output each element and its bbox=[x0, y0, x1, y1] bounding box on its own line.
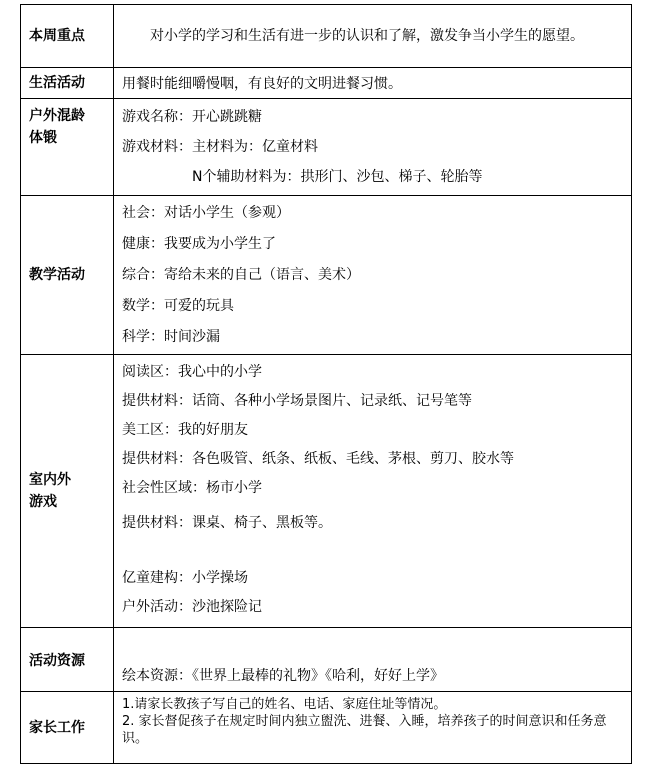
label-outdoor-exercise bbox=[21, 99, 114, 196]
content-teaching bbox=[114, 196, 632, 355]
art-materials: 提供材料：各色吸管、纸条、纸板、毛线、茅根、剪刀、胶水等 bbox=[122, 451, 514, 467]
row-indoor-outdoor-games bbox=[21, 355, 632, 628]
social-area: 社会性区域：杨市小学 bbox=[122, 480, 262, 496]
label-weekly-focus: 本周重点 bbox=[21, 5, 114, 68]
games-label-line1: 室内外 bbox=[29, 472, 71, 488]
teaching-item: 社会：对话小学生（参观） bbox=[122, 204, 290, 221]
content-life-activity bbox=[114, 68, 632, 99]
building-area: 亿童建构：小学操场 bbox=[122, 570, 248, 586]
parents-item-1: 1.请家长教孩子写自己的姓名、电话、家庭住址等情况。 bbox=[122, 697, 447, 712]
life-activity-text: 用餐时能细嚼慢咽，有良好的文明进餐习惯。 bbox=[122, 76, 402, 92]
weekly-focus-text: 对小学的学习和生活有进一步的认识和了解，激发争当小学生的愿望。 bbox=[150, 27, 584, 44]
outdoor-activity: 户外活动：沙池探险记 bbox=[122, 599, 262, 615]
label-teaching: 教学活动 bbox=[21, 196, 114, 355]
label-parents-work: 家长工作 bbox=[21, 692, 114, 764]
reading-materials: 提供材料：话筒、各种小学场景图片、记录纸、记号笔等 bbox=[122, 393, 472, 409]
label-indoor-outdoor-games bbox=[21, 355, 114, 628]
row-weekly-focus bbox=[21, 5, 632, 68]
row-parents-work bbox=[21, 692, 632, 764]
label-life-activity: 生活活动 bbox=[21, 68, 114, 99]
outdoor-label-line2: 体锻 bbox=[29, 130, 57, 146]
row-resources bbox=[21, 628, 632, 692]
reading-area: 阅读区：我心中的小学 bbox=[122, 364, 262, 380]
row-outdoor-exercise bbox=[21, 99, 632, 196]
social-materials: 提供材料：课桌、椅子、黑板等。 bbox=[122, 515, 332, 531]
teaching-item: 科学：时间沙漏 bbox=[122, 328, 220, 345]
teaching-item: 健康：我要成为小学生了 bbox=[122, 235, 276, 252]
weekly-plan-table bbox=[20, 4, 632, 764]
content-weekly-focus bbox=[114, 5, 632, 68]
teaching-item: 数学：可爱的玩具 bbox=[122, 297, 234, 314]
game-name: 游戏名称：开心跳跳糖 bbox=[122, 109, 262, 125]
row-teaching bbox=[21, 196, 632, 355]
games-label-line2: 游戏 bbox=[29, 494, 57, 510]
aux-material: N个辅助材料为：拱形门、沙包、梯子、轮胎等 bbox=[192, 169, 483, 185]
art-area: 美工区：我的好朋友 bbox=[122, 422, 248, 438]
content-resources bbox=[114, 628, 632, 692]
parents-item-2: 2. 家长督促孩子在规定时间内独立盥洗、进餐、入睡，培养孩子的时间意识和任务意识。 bbox=[122, 714, 607, 746]
teaching-item: 综合：寄给未来的自己（语言、美术） bbox=[122, 266, 360, 283]
resources-text: 绘本资源：《世界上最棒的礼物》《哈利，好好上学》 bbox=[122, 668, 444, 684]
game-material: 游戏材料：主材料为：亿童材料 bbox=[122, 139, 318, 155]
content-indoor-outdoor-games bbox=[114, 355, 632, 628]
label-resources: 活动资源 bbox=[21, 628, 114, 692]
content-outdoor-exercise bbox=[114, 99, 632, 196]
outdoor-label-line1: 户外混龄 bbox=[29, 108, 85, 124]
row-life-activity bbox=[21, 68, 632, 99]
content-parents-work bbox=[114, 692, 632, 764]
